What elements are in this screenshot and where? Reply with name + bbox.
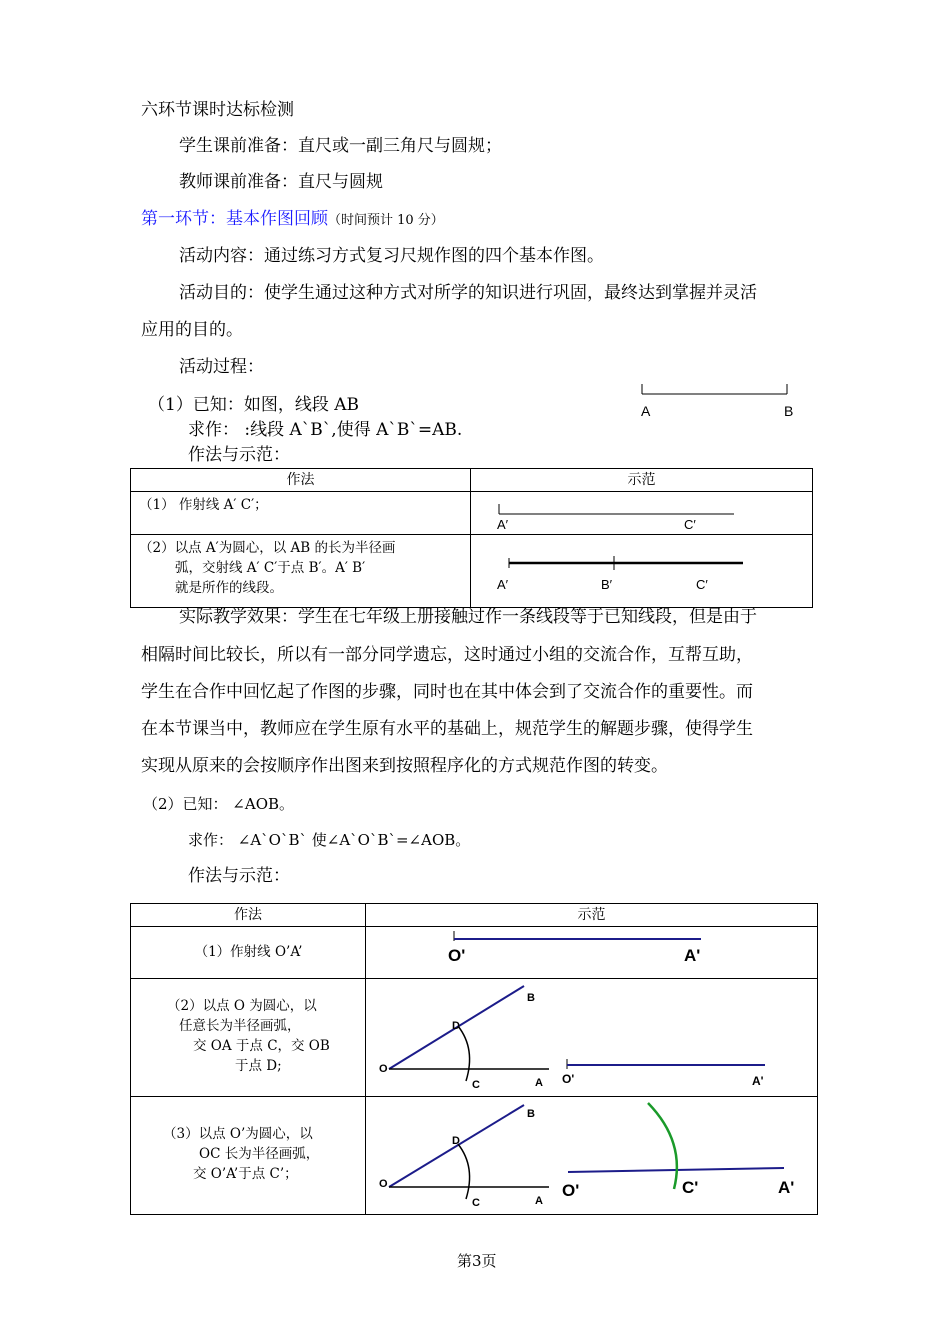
activity-process: 活动过程： <box>179 357 264 377</box>
q1-row1-demo-cell <box>471 492 813 535</box>
q2-row3-method-2: OC 长为半径画弧， <box>199 1146 320 1162</box>
label-d-2: D <box>452 1135 460 1147</box>
part1-heading: 第一环节：基本作图回顾 <box>141 209 328 229</box>
q2-row2-method-4: 于点 D; <box>235 1058 282 1074</box>
label-b: B <box>784 403 794 419</box>
q2-row1-figure <box>366 927 817 978</box>
q1-row2-method-1: （2）以点 A′为圆心，以 AB 的长为半径画 <box>139 540 396 556</box>
segment-ab-figure <box>635 378 805 423</box>
q1-task: 求作： :线段 A`B`,使得 A`B`=AB. <box>188 420 463 440</box>
q1-table <box>130 468 813 608</box>
q1-number: （1） <box>148 395 193 415</box>
q2-row1-method: （1）作射线 O’A’ <box>194 944 303 960</box>
q2-row2-method-cell <box>131 979 366 1097</box>
q2-row2-demo-cell <box>366 979 818 1097</box>
q1-row2-figure <box>471 535 812 607</box>
arc-c-d-2 <box>458 1144 470 1199</box>
label-o-prime: O' <box>448 946 466 965</box>
q2-row2-method-2: 任意长为半径画弧， <box>179 1018 301 1034</box>
label-b: B <box>527 992 535 1004</box>
q1-method-title: 作法与示范： <box>188 445 290 465</box>
q2-task: 求作： ∠A`O`B` 使∠A`O`B`=∠AOB。 <box>188 831 471 849</box>
label-b-2: B <box>527 1108 535 1120</box>
q2-method-title: 作法与示范： <box>188 866 290 886</box>
label-a: A <box>641 403 651 419</box>
q2-row1-method-cell <box>131 927 366 979</box>
q2-given: （2）已知： ∠AOB。 <box>143 795 295 813</box>
arc-c-prime <box>648 1103 677 1189</box>
label-a: A <box>535 1077 543 1089</box>
label-a-prime: A′ <box>497 517 509 532</box>
q2-row2-method-3: 交 OA 于点 C，交 OB <box>193 1038 330 1054</box>
q1-given: 已知：如图，线段 AB <box>192 395 360 415</box>
section-title: 六环节课时达标检测 <box>141 100 294 120</box>
label-o-2: O <box>379 1178 388 1190</box>
label-c: C <box>472 1079 480 1091</box>
label-a-prime-2: A' <box>752 1074 764 1088</box>
q1-row2-demo-cell <box>471 535 813 608</box>
label-o-prime-2: O' <box>562 1072 575 1086</box>
q2-row2-method-1: （2）以点 O 为圆心，以 <box>167 998 317 1014</box>
q2-row3-method-3: 交 O’A’于点 C’； <box>193 1166 298 1182</box>
part1-time-note: （时间预计 10 分） <box>328 213 444 228</box>
label-a-2: A <box>535 1195 543 1207</box>
label-o: O <box>379 1063 388 1075</box>
activity-content: 活动内容：通过练习方式复习尺规作图的四个基本作图。 <box>179 246 604 266</box>
label-a-prime-3: A' <box>778 1178 795 1197</box>
student-prep: 学生课前准备：直尺或一副三角尺与圆规； <box>179 136 502 156</box>
label-d: D <box>452 1020 460 1032</box>
q2-row3-method-1: （3）以点 O’为圆心，以 <box>163 1126 313 1142</box>
label-a-prime-2: A′ <box>497 577 509 592</box>
label-c-prime-3: C' <box>682 1178 699 1197</box>
q2-col-method: 作法 <box>131 904 366 927</box>
label-b-prime: B′ <box>601 577 613 592</box>
label-c-prime: C′ <box>684 517 696 532</box>
label-c-prime-2: C′ <box>696 577 708 592</box>
label-c-2: C <box>472 1197 480 1209</box>
activity-purpose-1: 活动目的：使学生通过这种方式对所学的知识进行巩固，最终达到掌握并灵活 <box>179 283 757 303</box>
part1-heading-line <box>141 209 444 231</box>
q1-row2-method-cell <box>131 535 471 608</box>
q2-col-demo: 示范 <box>366 904 818 927</box>
label-a-prime: A' <box>684 946 701 965</box>
q1-given-line <box>148 395 359 415</box>
effect-line-3: 学生在合作中回忆起了作图的步骤，同时也在其中体会到了交流合作的重要性。而 <box>141 682 753 702</box>
arc-c-d <box>458 1026 470 1081</box>
q1-col-demo: 示范 <box>471 469 813 492</box>
page-number: 第3页 <box>457 1252 497 1270</box>
q1-row1-figure <box>471 492 812 534</box>
effect-line-5: 实现从原来的会按顺序作出图来到按照程序化的方式规范作图的转变。 <box>141 756 668 776</box>
q2-row1-demo-cell <box>366 927 818 979</box>
q2-table <box>130 903 818 1215</box>
q1-row1-method-cell <box>131 492 471 535</box>
q2-row3-figure <box>366 1097 817 1214</box>
effect-line-2: 相隔时间比较长，所以有一部分同学遗忘，这时通过小组的交流合作，互帮互助， <box>141 645 753 665</box>
q2-row3-method-cell <box>131 1097 366 1215</box>
q1-row2-method-2: 弧，交射线 A′ C′于点 B′。A′ B′ <box>175 560 366 576</box>
teacher-prep: 教师课前准备：直尺与圆规 <box>179 172 383 192</box>
q1-row1-method: （1） 作射线 A′ C′； <box>139 497 268 513</box>
label-o-prime-3: O' <box>562 1181 580 1200</box>
effect-line-1: 实际教学效果：学生在七年级上册接触过作一条线段等于已知线段，但是由于 <box>179 607 757 627</box>
effect-line-4: 在本节课当中，教师应在学生原有水平的基础上，规范学生的解题步骤，使得学生 <box>141 719 753 739</box>
q1-col-method: 作法 <box>131 469 471 492</box>
q2-row3-demo-cell <box>366 1097 818 1215</box>
q1-row2-method-3: 就是所作的线段。 <box>175 580 283 596</box>
activity-purpose-2: 应用的目的。 <box>141 320 243 340</box>
q2-row2-figure <box>366 979 817 1096</box>
